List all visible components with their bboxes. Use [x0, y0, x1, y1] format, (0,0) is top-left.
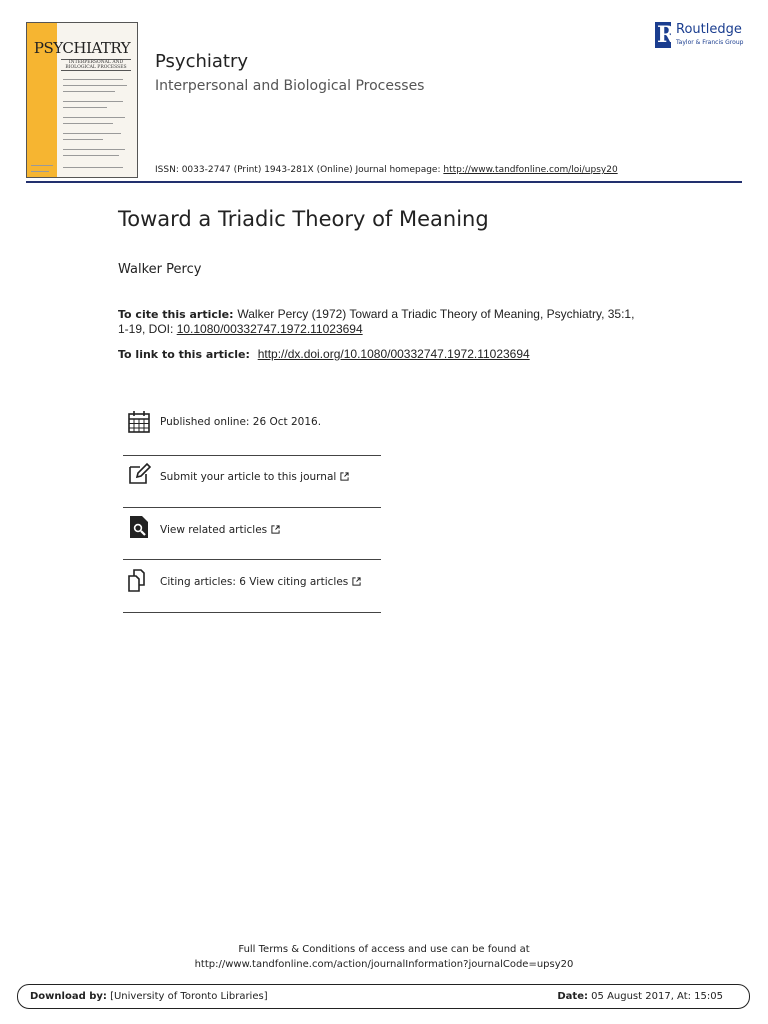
cover-text-line [63, 101, 123, 102]
submit-article-text: Submit your article to this journal [160, 471, 337, 483]
related-articles-text: View related articles [160, 524, 268, 536]
doi-link[interactable]: 10.1080/00332747.1972.11023694 [176, 322, 363, 336]
routledge-logo-icon: R [657, 22, 676, 48]
cover-text-line [63, 155, 119, 156]
calendar-icon [127, 410, 151, 434]
cover-text-line [63, 149, 125, 150]
date-value: 05 August 2017, At: 15:05 [587, 991, 723, 1002]
publisher-name: Routledge [676, 22, 742, 37]
publisher-logo [655, 22, 747, 52]
publisher-tagline: Taylor & Francis Group [676, 39, 744, 46]
link-label: To link to this article: [118, 348, 254, 361]
cover-text-line [63, 85, 127, 86]
journal-title: Psychiatry [155, 51, 249, 72]
external-link-icon [271, 525, 280, 534]
article-author: Walker Percy [118, 262, 202, 277]
published-online-text: Published online: 26 Oct 2016. [160, 416, 322, 428]
cover-text-line [63, 167, 123, 168]
download-label: Download by: [30, 991, 107, 1002]
citation-text: Walker Percy (1972) Toward a Triadic Theory of Meaning, Psychiatry, 35:1, 1-19, DOI: [118, 307, 635, 336]
cover-text-line [63, 123, 113, 124]
article-doi-url-link[interactable]: http://dx.doi.org/10.1080/00332747.1972.11023694 [257, 347, 530, 361]
divider [123, 507, 381, 508]
edit-icon [127, 462, 151, 486]
search-document-icon [127, 515, 151, 539]
cover-text-line [63, 91, 115, 92]
header-rule [26, 181, 742, 183]
download-value: [University of Toronto Libraries] [106, 991, 268, 1002]
terms-url[interactable]: http://www.tandfonline.com/action/journalInformation?journalCode=upsy20 [194, 959, 574, 970]
terms-line: Full Terms & Conditions of access and use can be found at [238, 944, 530, 955]
date-label: Date: [557, 991, 588, 1002]
terms-notice [0, 942, 768, 972]
cover-text-line [31, 165, 53, 166]
article-link-line [118, 347, 530, 361]
cover-text-line [63, 139, 103, 140]
citation-label: To cite this article: [118, 308, 238, 321]
issn-line [155, 165, 618, 175]
cover-subtitle: INTERPERSONAL AND BIOLOGICAL PROCESSES [61, 59, 131, 71]
journal-cover [26, 22, 138, 178]
citing-articles-text: Citing articles: 6 View citing articles [160, 576, 349, 588]
citing-articles-icon [127, 568, 151, 592]
journal-subtitle: Interpersonal and Biological Processes [155, 78, 425, 94]
cover-text-line [63, 133, 121, 134]
divider [123, 612, 381, 613]
external-link-icon [352, 577, 361, 586]
cover-title: PSYCHIATRY [33, 39, 131, 57]
download-footer [17, 984, 750, 1009]
cover-text-line [31, 171, 49, 172]
external-link-icon [340, 472, 349, 481]
article-title: Toward a Triadic Theory of Meaning [118, 207, 489, 231]
cover-text-line [63, 117, 125, 118]
issn-text: ISSN: 0033-2747 (Print) 1943-281X (Online) Journal homepage: [155, 165, 444, 175]
cover-text-line [63, 107, 107, 108]
divider [123, 559, 381, 560]
citation [118, 307, 638, 337]
journal-homepage-link[interactable]: http://www.tandfonline.com/loi/upsy20 [443, 165, 618, 175]
cover-text-line [63, 79, 123, 80]
divider [123, 455, 381, 456]
